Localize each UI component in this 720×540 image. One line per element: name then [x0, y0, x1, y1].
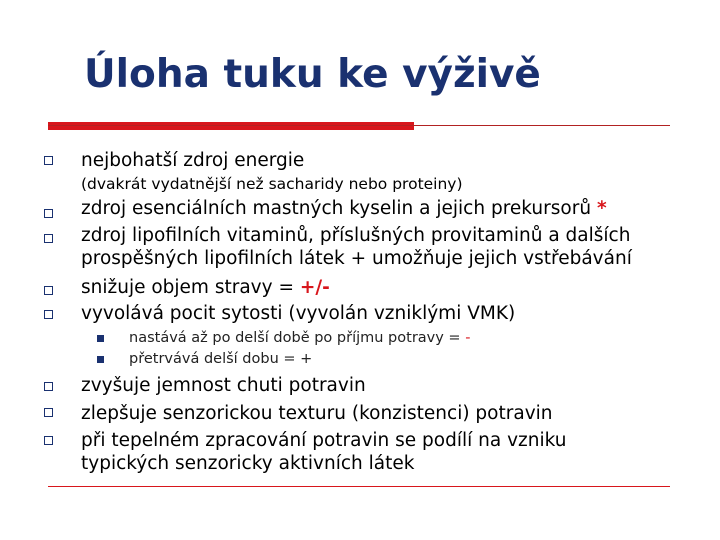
bullet-accent: *	[596, 198, 607, 219]
hollow-square-bullet-icon	[44, 436, 53, 445]
sub-bullet-accent: -	[465, 330, 471, 346]
bullet-text-line1: zdroj lipofilních vitaminů, příslušných provitaminů a dalších	[81, 225, 631, 246]
bullet-text: zdroj esenciálních mastných kyselin a jejich prekursorů	[81, 198, 592, 219]
hollow-square-bullet-icon	[44, 310, 53, 319]
bullet-text-line2: prospěšných lipofilních látek + umožňuje jejich vstřebávání	[81, 248, 632, 269]
hollow-square-bullet-icon	[44, 408, 53, 417]
sub-bullet-text: nastává až po delší době po příjmu potravy =	[129, 330, 466, 346]
hollow-square-bullet-icon	[44, 156, 53, 165]
bullet-text: zlepšuje senzorickou texturu (konzistenci) potravin	[81, 403, 553, 424]
hollow-square-bullet-icon	[44, 286, 53, 295]
bullet-text: nejbohatší zdroj energie	[81, 150, 305, 171]
bullet-text-wrap	[81, 197, 607, 220]
hollow-square-bullet-icon	[44, 382, 53, 391]
bullet-text: snižuje objem stravy =	[81, 277, 300, 298]
title-underline-thick	[48, 122, 414, 130]
sub-bullet-text: přetrvává delší dobu = +	[129, 351, 313, 367]
bullet-text-line1: při tepelném zpracování potravin se podílí na vzniku	[81, 430, 567, 451]
bullet-text: zvyšuje jemnost chuti potravin	[81, 375, 366, 396]
bottom-divider	[48, 486, 670, 487]
hollow-square-bullet-icon	[44, 209, 53, 218]
bullet-note: (dvakrát vydatnější než sacharidy nebo proteiny)	[81, 175, 463, 193]
bullet-accent: +/-	[299, 277, 330, 298]
bullet-text: vyvolává pocit sytosti (vyvolán vzniklými VMK)	[81, 303, 516, 324]
filled-square-bullet-icon	[97, 356, 104, 363]
filled-square-bullet-icon	[97, 335, 104, 342]
bullet-text-wrap	[81, 276, 330, 299]
slide-title: Úloha tuku ke výživě	[84, 52, 541, 97]
hollow-square-bullet-icon	[44, 234, 53, 243]
title-underline-thin	[48, 125, 670, 126]
sub-bullet-text-wrap	[129, 328, 470, 348]
bullet-text-line2: typických senzoricky aktivních látek	[81, 453, 415, 474]
